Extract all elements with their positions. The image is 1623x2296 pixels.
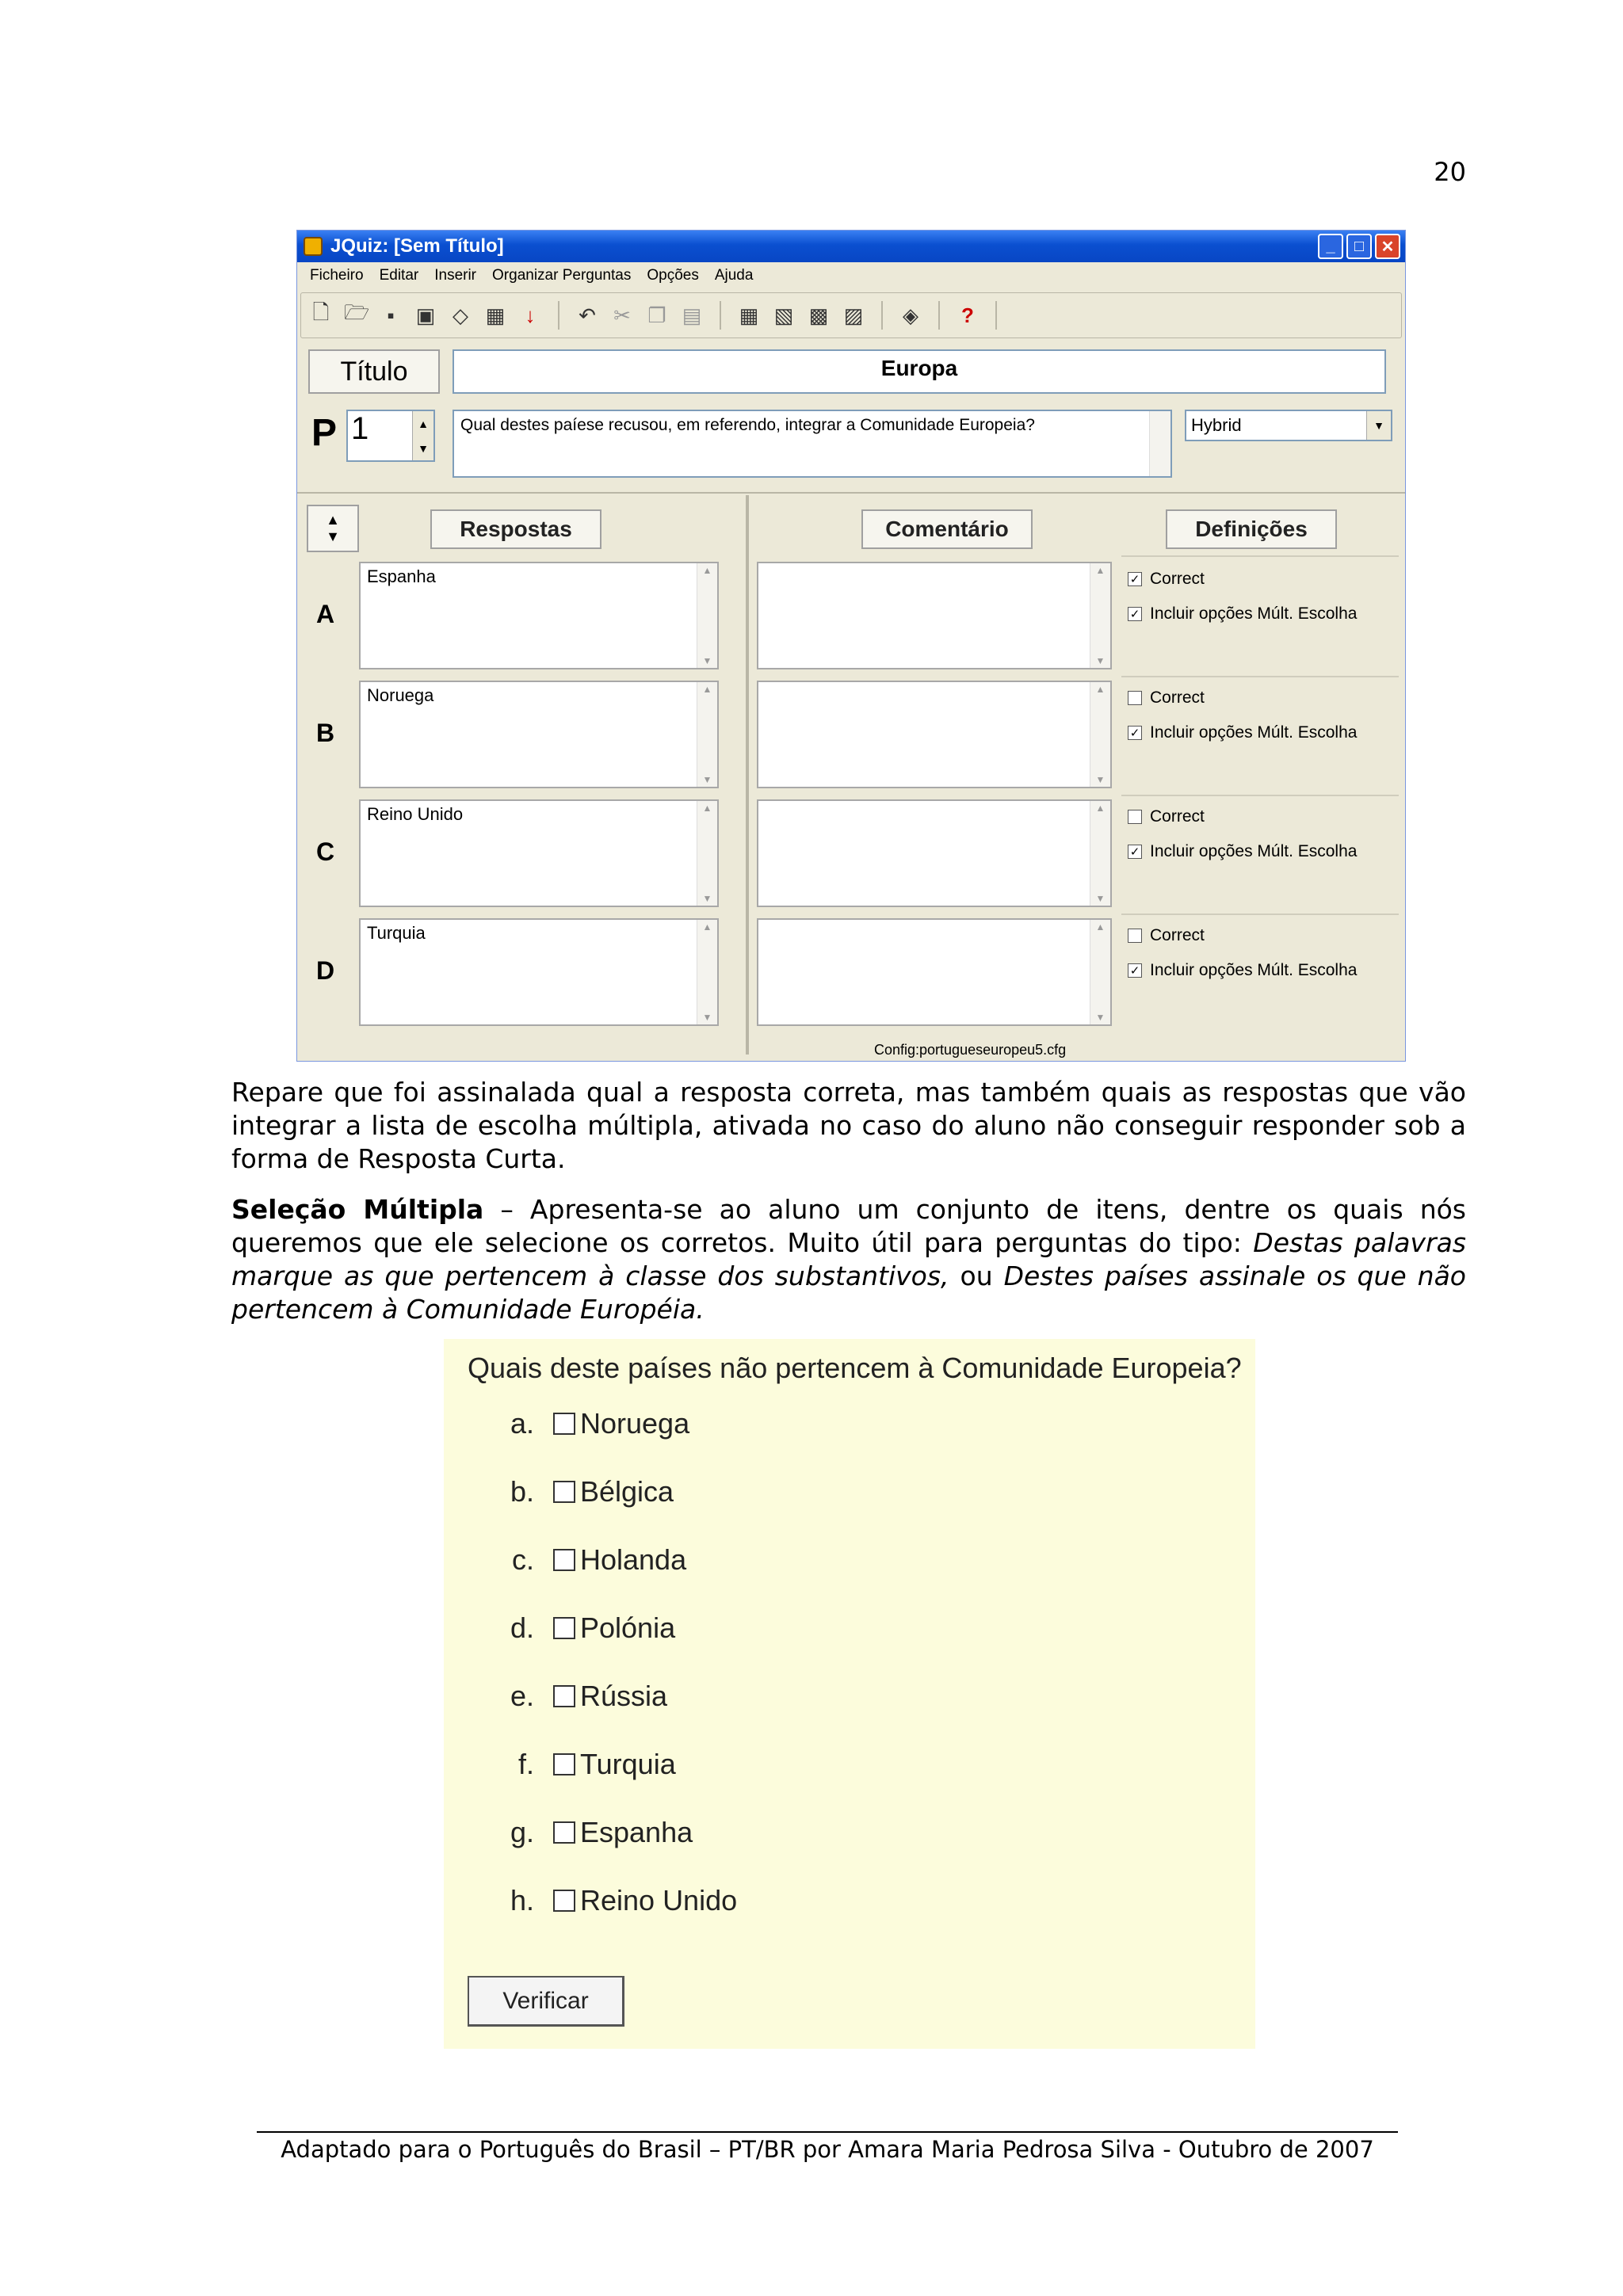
- chevron-down-icon[interactable]: ▼: [1366, 411, 1391, 440]
- quiz-option[interactable]: [491, 1407, 689, 1440]
- jquiz-window-screenshot: [296, 230, 1406, 1062]
- comment-scrollbar[interactable]: ▲ ▼: [1090, 801, 1110, 906]
- option-checkbox[interactable]: [553, 1685, 575, 1707]
- row-letter: A: [316, 600, 335, 628]
- correct-option[interactable]: [1128, 807, 1205, 826]
- correct-label: Correct: [1150, 926, 1205, 944]
- export-printable-icon[interactable]: ▩: [808, 303, 829, 327]
- correct-checkbox[interactable]: [1128, 810, 1142, 824]
- answer-field[interactable]: [359, 681, 719, 788]
- option-letter: b.: [510, 1475, 534, 1508]
- save-as-icon[interactable]: ▣: [415, 303, 436, 327]
- answer-scrollbar[interactable]: ▲ ▼: [697, 563, 717, 668]
- question-text: Qual destes paíese recusou, em referendo, integrar a Comunidade Europeia?: [460, 416, 1035, 434]
- comment-scrollbar[interactable]: ▲ ▼: [1090, 563, 1110, 668]
- footer-text: Adaptado para o Português do Brasil – PT/BR por Amara Maria Pedrosa Silva - Outubro de 2007: [281, 2136, 1374, 2163]
- correct-label: Correct: [1150, 807, 1205, 826]
- web-icon[interactable]: ▦: [485, 303, 506, 327]
- comment-field[interactable]: [757, 562, 1112, 669]
- option-label: Reino Unido: [580, 1884, 738, 1917]
- answer-field[interactable]: [359, 562, 719, 669]
- option-letter: g.: [510, 1816, 534, 1848]
- answer-text: Noruega: [367, 685, 434, 705]
- comment-header-button[interactable]: Comentário: [861, 509, 1033, 549]
- correct-checkbox[interactable]: ✓: [1128, 572, 1142, 586]
- option-label: Espanha: [580, 1816, 693, 1848]
- question-type-value: Hybrid: [1191, 415, 1242, 435]
- question-label: P: [311, 412, 338, 454]
- settings-header-button[interactable]: Definições: [1166, 509, 1337, 549]
- quiz-option[interactable]: [491, 1611, 675, 1645]
- option-checkbox[interactable]: [553, 1481, 575, 1503]
- comment-scrollbar[interactable]: ▲ ▼: [1090, 920, 1110, 1024]
- menu-opcoes[interactable]: Opções: [647, 267, 699, 284]
- correct-label: Correct: [1150, 688, 1205, 707]
- term-bold: Seleção Múltipla: [231, 1194, 484, 1225]
- include-option[interactable]: [1128, 961, 1357, 980]
- export-web-icon[interactable]: ▦: [739, 303, 759, 327]
- arrow-up-icon: ▲: [326, 512, 340, 528]
- spin-down-icon[interactable]: ▼: [418, 441, 429, 455]
- title-bar: [297, 231, 1405, 262]
- page-number: 20: [1434, 157, 1466, 187]
- correct-checkbox[interactable]: [1128, 691, 1142, 705]
- question-text-field[interactable]: [453, 410, 1172, 478]
- new-file-icon[interactable]: 🗋: [312, 300, 330, 324]
- reorder-updown-button[interactable]: [307, 505, 359, 552]
- menu-bar: [297, 262, 1405, 289]
- answer-text: Turquia: [367, 923, 426, 943]
- maximize-icon[interactable]: □: [1346, 234, 1372, 259]
- example-italic: Destes países assinale os que não pertencem à Comunidade Européia.: [231, 1261, 1467, 1325]
- option-label: Turquia: [580, 1748, 676, 1780]
- menu-ajuda[interactable]: Ajuda: [714, 267, 754, 284]
- option-checkbox[interactable]: [553, 1413, 575, 1435]
- quiz-option[interactable]: [491, 1884, 737, 1917]
- export-drag-icon[interactable]: ▧: [773, 303, 794, 327]
- answer-field[interactable]: [359, 918, 719, 1026]
- quiz-question: Quais deste países não pertencem à Comunidade Europeia?: [468, 1352, 1242, 1384]
- option-label: Holanda: [580, 1543, 687, 1576]
- correct-option[interactable]: [1128, 570, 1205, 589]
- arrow-down-icon[interactable]: ↓: [525, 303, 536, 327]
- answer-scrollbar[interactable]: ▲ ▼: [697, 682, 717, 787]
- include-checkbox[interactable]: ✓: [1128, 726, 1142, 740]
- quiz-option[interactable]: [491, 1680, 667, 1713]
- correct-checkbox[interactable]: [1128, 929, 1142, 943]
- app-icon: [304, 237, 323, 256]
- title-input[interactable]: Europa: [453, 349, 1386, 394]
- option-label: Rússia: [580, 1680, 668, 1712]
- option-letter: c.: [511, 1543, 534, 1576]
- status-text: Config:portugueseuropeu5.cfg: [874, 1042, 1067, 1058]
- question-scrollbar[interactable]: [1149, 411, 1170, 476]
- cut-icon[interactable]: ✂: [613, 303, 631, 327]
- undo-icon[interactable]: ↶: [579, 303, 596, 327]
- config-icon[interactable]: ◈: [903, 303, 918, 327]
- paragraph: Repare que foi assinalada qual a resposta correta, mas também quais as respostas que vão integrar a lista de escolha múltipla, ativada no caso do aluno não conseguir responder sob a forma de Resposta Curta.: [231, 1077, 1466, 1174]
- close-icon[interactable]: ✕: [1375, 234, 1400, 259]
- window-title: JQuiz: [Sem Título]: [330, 235, 504, 257]
- menu-editar[interactable]: Editar: [379, 267, 419, 284]
- comment-field[interactable]: [757, 681, 1112, 788]
- status-bar: [297, 1039, 1406, 1062]
- paste-icon[interactable]: ▤: [682, 303, 702, 327]
- paragraph-text: ou: [949, 1261, 1004, 1291]
- option-checkbox[interactable]: [553, 1617, 575, 1639]
- copy-icon[interactable]: ❐: [647, 303, 666, 327]
- include-label: Incluir opções Múlt. Escolha: [1150, 842, 1358, 860]
- option-checkbox[interactable]: [553, 1753, 575, 1775]
- save-icon[interactable]: ▪: [387, 303, 395, 327]
- option-letter: e.: [510, 1680, 534, 1712]
- menu-ficheiro[interactable]: Ficheiro: [310, 267, 364, 284]
- titulo-button[interactable]: Título: [308, 349, 440, 394]
- quiz-option[interactable]: [491, 1748, 676, 1781]
- row-rule: [1121, 555, 1399, 557]
- answer-text: Espanha: [367, 566, 436, 586]
- toolbar: [300, 292, 1402, 338]
- export-other-icon[interactable]: ▨: [843, 303, 864, 327]
- option-letter: f.: [517, 1748, 534, 1780]
- question-number-spinner[interactable]: [346, 410, 435, 462]
- quiz-option[interactable]: [491, 1543, 686, 1577]
- option-letter: a.: [510, 1407, 534, 1440]
- include-label: Incluir opções Múlt. Escolha: [1150, 605, 1358, 623]
- column-divider: [746, 495, 749, 1055]
- answers-header-button[interactable]: Respostas: [430, 509, 601, 549]
- include-label: Incluir opções Múlt. Escolha: [1150, 961, 1358, 979]
- question-type-select[interactable]: [1185, 410, 1392, 441]
- row-rule: [1121, 795, 1399, 796]
- comment-field[interactable]: [757, 918, 1112, 1026]
- row-rule: [1121, 913, 1399, 915]
- include-checkbox[interactable]: ✓: [1128, 845, 1142, 859]
- open-folder-icon[interactable]: 🗁: [344, 300, 370, 324]
- eraser-icon[interactable]: ◇: [453, 303, 468, 327]
- row-letter: B: [316, 719, 335, 747]
- include-option[interactable]: [1128, 842, 1357, 861]
- spin-up-icon[interactable]: ▲: [418, 417, 429, 430]
- question-number: 1: [351, 411, 369, 446]
- menu-organizar-perguntas[interactable]: Organizar Perguntas: [492, 267, 632, 284]
- row-rule: [1121, 676, 1399, 677]
- correct-option[interactable]: [1128, 688, 1205, 707]
- option-label: Polónia: [580, 1611, 676, 1644]
- row-letter: C: [316, 837, 335, 866]
- option-letter: d.: [510, 1611, 534, 1644]
- include-option[interactable]: [1128, 605, 1357, 624]
- answer-field[interactable]: [359, 799, 719, 907]
- answer-scrollbar[interactable]: ▲ ▼: [697, 801, 717, 906]
- include-checkbox[interactable]: ✓: [1128, 607, 1142, 621]
- help-icon[interactable]: ?: [961, 303, 974, 327]
- quiz-panel: [444, 1339, 1255, 2049]
- example-italic: Destas palavras marque as que pertencem à classe dos substantivos,: [231, 1227, 1466, 1291]
- correct-option[interactable]: [1128, 926, 1205, 945]
- option-label: Noruega: [580, 1407, 690, 1440]
- include-checkbox[interactable]: ✓: [1128, 963, 1142, 978]
- comment-scrollbar[interactable]: ▲ ▼: [1090, 682, 1110, 787]
- include-option[interactable]: [1128, 723, 1357, 742]
- minimize-icon[interactable]: _: [1318, 234, 1343, 259]
- answer-scrollbar[interactable]: ▲ ▼: [697, 920, 717, 1024]
- option-letter: h.: [510, 1884, 534, 1917]
- option-checkbox[interactable]: [553, 1890, 575, 1912]
- quiz-option[interactable]: [491, 1816, 693, 1849]
- paragraph-text: – Apresenta-se ao aluno um conjunto de itens, dentre os quais nós queremos que ele selecione os corretos. Muito útil para perguntas do tipo:: [231, 1194, 1466, 1258]
- footer-rule: [257, 2131, 1398, 2133]
- arrow-down-icon: ▼: [326, 528, 340, 544]
- comment-field[interactable]: [757, 799, 1112, 907]
- option-checkbox[interactable]: [553, 1549, 575, 1571]
- option-label: Bélgica: [580, 1475, 674, 1508]
- verify-button[interactable]: Verificar: [468, 1976, 624, 2027]
- correct-label: Correct: [1150, 570, 1205, 588]
- option-checkbox[interactable]: [553, 1821, 575, 1844]
- menu-inserir[interactable]: Inserir: [434, 267, 477, 284]
- quiz-option[interactable]: [491, 1475, 674, 1508]
- section-divider: [297, 492, 1406, 494]
- paragraph: [231, 1193, 1466, 1326]
- row-letter: D: [316, 956, 335, 985]
- answer-text: Reino Unido: [367, 804, 464, 824]
- include-label: Incluir opções Múlt. Escolha: [1150, 723, 1358, 742]
